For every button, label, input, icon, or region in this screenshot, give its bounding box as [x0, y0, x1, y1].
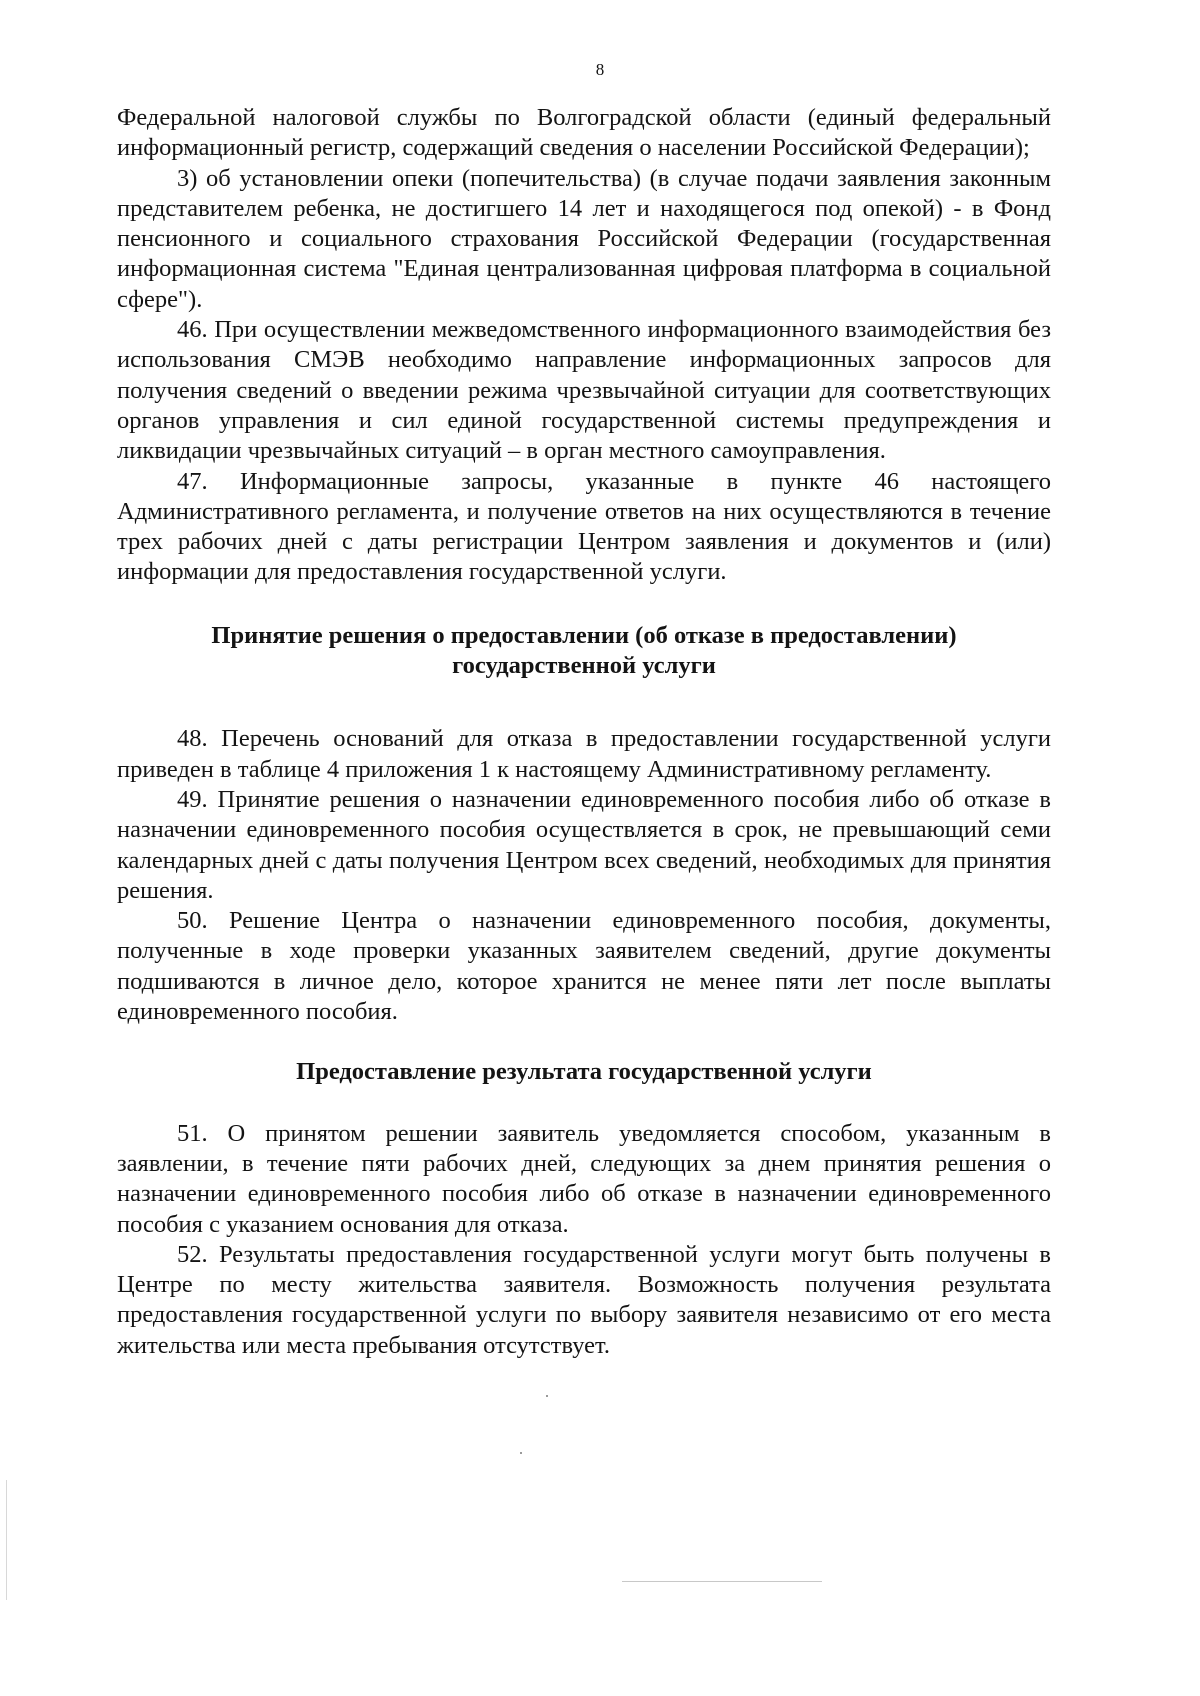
- section-heading-result: Предоставление результата государственной услуги: [296, 1058, 872, 1086]
- scan-edge-line: [622, 1581, 822, 1582]
- paragraph-48: 48. Перечень оснований для отказа в предоставлении государственной услуги приведен в таблице 4 приложения 1 к настоящему Административному регламенту.: [117, 725, 1051, 783]
- page-number: 8: [595, 60, 605, 79]
- paragraph-item-3: 3) об установлении опеки (попечительства) (в случае подачи заявления законным представителем ребенка, не достигшего 14 лет и находящегося под опекой) - в Фонд пенсионного и социального страхования Российской Федерации (государственная информационная система "Единая централизованная цифровая платформа в социальной сфере").: [117, 164, 1051, 313]
- paragraph-50: 50. Решение Центра о назначении единовременного пособия, документы, полученные в ходе проверки указанных заявителем сведений, другие документы подшиваются в личное дело, которое хранится не менее пяти лет после выплаты единовременного пособия.: [117, 907, 1051, 1026]
- paragraph-52: 52. Результаты предоставления государственной услуги могут быть получены в Центре по месту жительства заявителя. Возможность получения результата предоставления государственной услуги по выбору заявителя независимо от его места жительства или места пребывания отсутствует.: [117, 1240, 1051, 1359]
- scan-margin-line: [6, 1480, 7, 1600]
- paragraph-51: 51. О принятом решении заявитель уведомляется способом, указанным в заявлении, в течение пяти рабочих дней, следующих за днем принятия решения о назначении единовременного пособия либо об отказе в назначении единовременного пособия с указанием основания для отказа.: [117, 1119, 1051, 1238]
- document-body: [117, 103, 1051, 1361]
- section-heading-decision-line-1: Принятие решения о предоставлении (об отказе в предоставлении): [211, 621, 957, 649]
- section-heading-decision-line-2: государственной услуги: [452, 652, 716, 680]
- paragraph-47: 47. Информационные запросы, указанные в пункте 46 настоящего Административного регламента, и получение ответов на них осуществляются в течение трех рабочих дней с даты регистрации Центром заявления и документов и (или) информации для предоставления государственной услуги.: [117, 467, 1051, 586]
- paragraph-49: 49. Принятие решения о назначении единовременного пособия либо об отказе в назначении единовременного пособия осуществляется в срок, не превышающий семи календарных дней с даты получения Центром всех сведений, необходимых для принятия решения.: [117, 785, 1051, 904]
- paragraph-continuation: Федеральной налоговой службы по Волгоградской области (единый федеральный информационный регистр, содержащий сведения о населении Российской Федерации);: [117, 104, 1051, 162]
- scan-speck: [520, 1452, 522, 1454]
- paragraph-46: 46. При осуществлении межведомственного информационного взаимодействия без использования СМЭВ необходимо направление информационных запросов для получения сведений о введении режима чрезвычайной ситуации для соответствующих органов управления и сил единой государственной системы предупреждения и ликвидации чрезвычайных ситуаций – в орган местного самоуправления.: [117, 316, 1051, 465]
- section-heading-decision: [117, 621, 1051, 682]
- scan-speck: [546, 1395, 548, 1397]
